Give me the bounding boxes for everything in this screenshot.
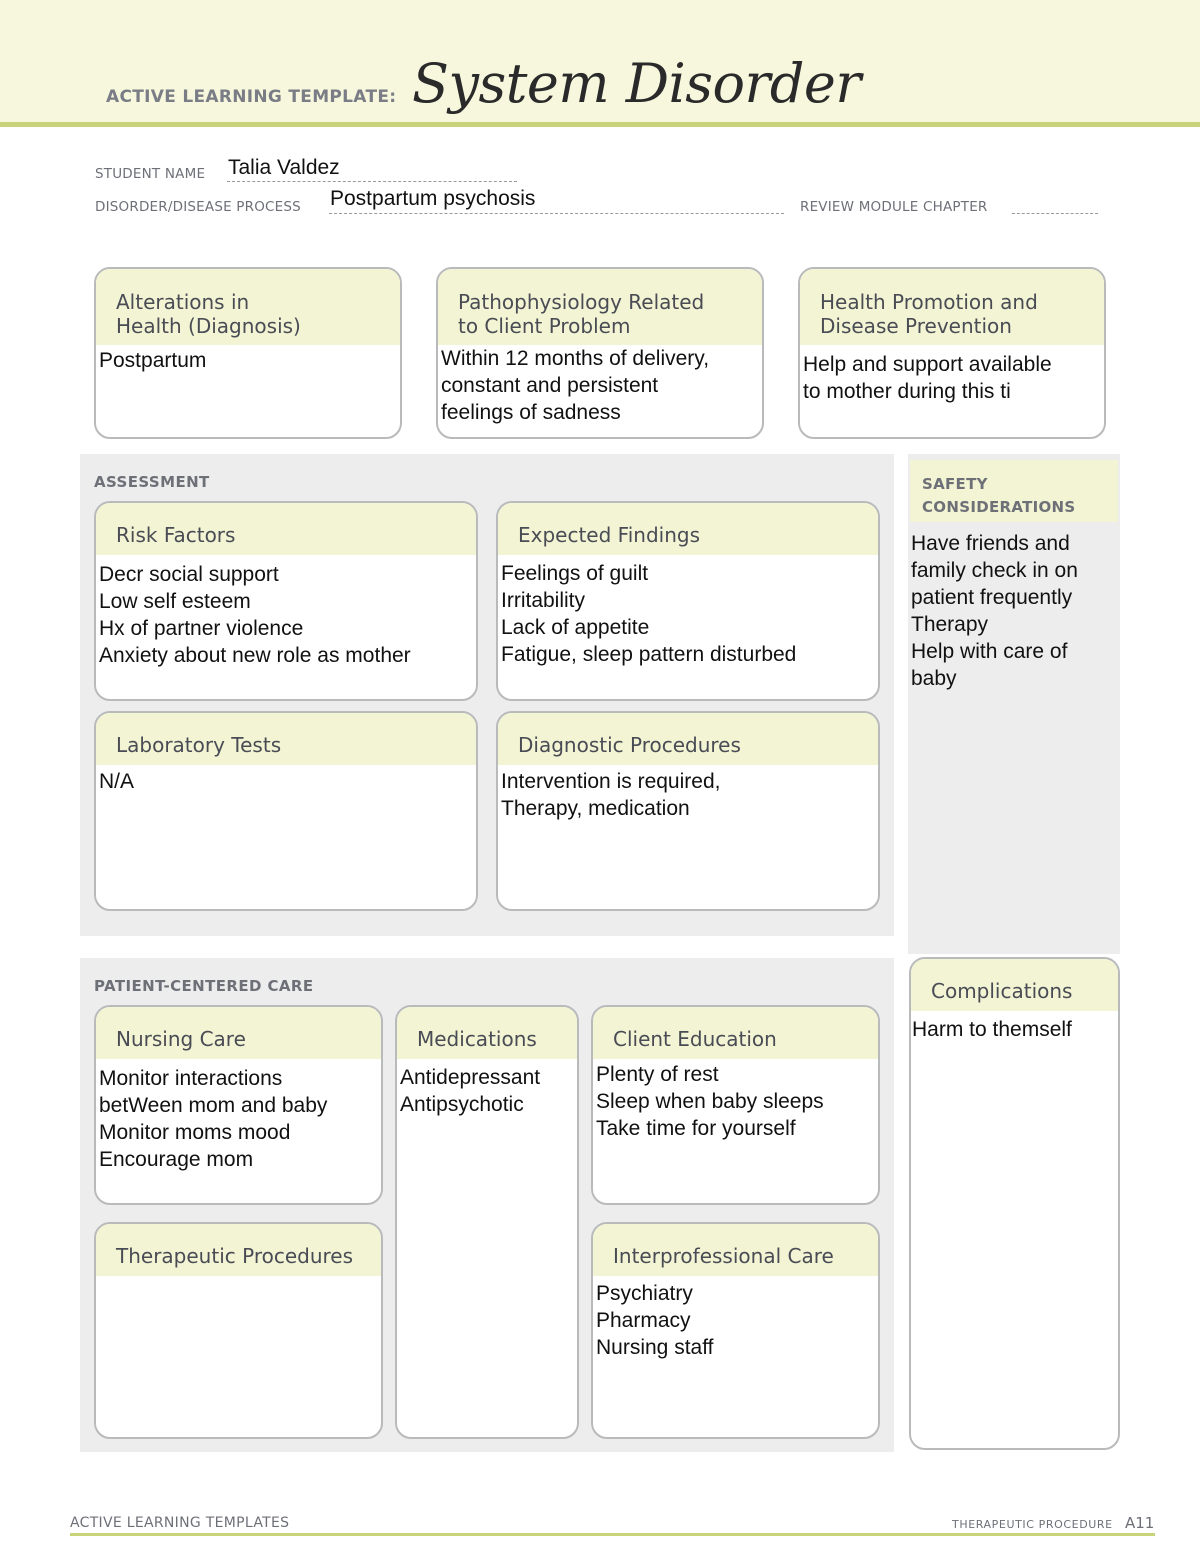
therapeutic-procedures-title: Therapeutic Procedures xyxy=(96,1224,381,1276)
page-number: A11 xyxy=(1125,1514,1155,1532)
client-education-title: Client Education xyxy=(593,1007,878,1059)
health-promotion-body[interactable]: Help and support available to mother during this ti xyxy=(803,353,1052,403)
disorder-field[interactable]: Postpartum psychosis xyxy=(330,187,536,210)
risk-factors-title: Risk Factors xyxy=(96,503,476,555)
review-module-label: REVIEW MODULE CHAPTER xyxy=(800,199,988,215)
interprofessional-care-title: Interprofessional Care xyxy=(593,1224,878,1276)
nursing-care-body[interactable]: Monitor interactions betWeen mom and baby Monitor moms mood Encourage mom xyxy=(99,1067,328,1171)
patient-centered-care-label: PATIENT-CENTERED CARE xyxy=(94,977,314,995)
complications-body[interactable]: Harm to themself xyxy=(912,1018,1072,1041)
client-education-body[interactable]: Plenty of rest Sleep when baby sleeps Take time for yourself xyxy=(596,1063,824,1140)
lab-tests-card xyxy=(94,711,478,911)
review-module-line xyxy=(1012,212,1098,214)
alterations-title: Alterations in Health (Diagnosis) xyxy=(96,269,400,345)
medications-title: Medications xyxy=(397,1007,577,1059)
interprofessional-care-body[interactable]: Psychiatry Pharmacy Nursing staff xyxy=(596,1282,714,1359)
therapeutic-procedures-card xyxy=(94,1222,383,1439)
nursing-care-title: Nursing Care xyxy=(96,1007,381,1059)
disorder-line xyxy=(329,212,784,214)
disorder-label: DISORDER/DISEASE PROCESS xyxy=(95,199,301,215)
medications-body[interactable]: Antidepressant Antipsychotic xyxy=(400,1066,541,1116)
template-title: System Disorder xyxy=(412,52,861,115)
client-education-card xyxy=(591,1005,880,1205)
footer-right-label: THERAPEUTIC PROCEDURE xyxy=(952,1518,1113,1531)
nursing-care-card xyxy=(94,1005,383,1205)
pathophysiology-body[interactable]: Within 12 months of delivery, constant and persistent feelings of sadness xyxy=(441,347,710,424)
safety-section xyxy=(908,454,1120,954)
lab-tests-title: Laboratory Tests xyxy=(96,713,476,765)
diagnostic-procedures-title: Diagnostic Procedures xyxy=(498,713,878,765)
health-promotion-card xyxy=(798,267,1106,439)
interprofessional-care-card xyxy=(591,1222,880,1439)
footer-left-label: ACTIVE LEARNING TEMPLATES xyxy=(70,1515,290,1531)
medications-card xyxy=(395,1005,579,1439)
expected-findings-title: Expected Findings xyxy=(498,503,878,555)
template-label: ACTIVE LEARNING TEMPLATE: xyxy=(106,87,397,107)
student-name-field[interactable]: Talia Valdez xyxy=(228,156,340,179)
expected-findings-body[interactable]: Feelings of guilt Irritability Lack of appetite Fatigue, sleep pattern disturbed xyxy=(501,562,797,666)
assessment-label: ASSESSMENT xyxy=(94,473,210,491)
alterations-body[interactable]: Postpartum xyxy=(99,349,207,372)
therapeutic-procedures-body[interactable] xyxy=(96,1276,381,1280)
health-promotion-title: Health Promotion and Disease Prevention xyxy=(800,269,1104,345)
complications-title: Complications xyxy=(911,959,1118,1011)
complications-card xyxy=(909,957,1120,1450)
safety-title: SAFETY CONSIDERATIONS xyxy=(922,475,1076,516)
footer-rule xyxy=(70,1533,1155,1536)
risk-factors-body[interactable]: Decr social support Low self esteem Hx of partner violence Anxiety about new role as mother xyxy=(99,563,411,667)
pathophysiology-card xyxy=(436,267,764,439)
risk-factors-card xyxy=(94,501,478,701)
expected-findings-card xyxy=(496,501,880,701)
student-name-label: STUDENT NAME xyxy=(95,166,206,182)
pathophysiology-title: Pathophysiology Related to Client Problem xyxy=(438,269,762,345)
safety-body[interactable]: Have friends and family check in on patient frequently Therapy Help with care of baby xyxy=(911,532,1078,690)
diagnostic-procedures-body[interactable]: Intervention is required, Therapy, medication xyxy=(501,770,721,820)
alterations-card xyxy=(94,267,402,439)
lab-tests-body[interactable]: N/A xyxy=(99,770,135,793)
diagnostic-procedures-card xyxy=(496,711,880,911)
student-name-line xyxy=(227,180,517,182)
header-rule xyxy=(0,122,1200,127)
